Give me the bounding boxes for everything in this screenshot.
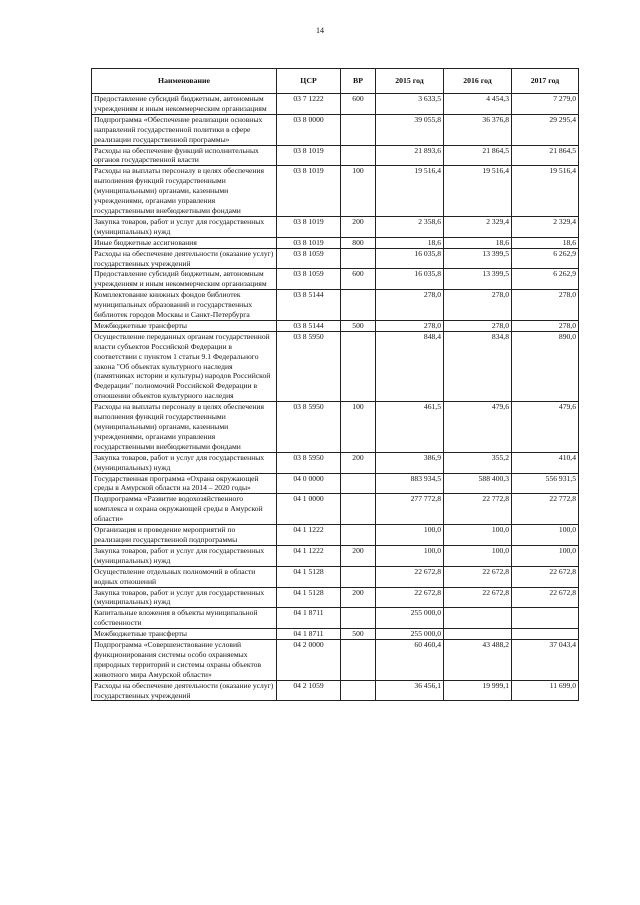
header-2017: 2017 год [512,69,579,94]
cell-vr [341,248,376,269]
header-2015: 2015 год [376,69,444,94]
cell-csr: 04 1 1222 [277,525,341,546]
table-row [92,331,579,401]
cell-csr: 04 1 5128 [277,566,341,587]
cell-vr [341,290,376,321]
cell-2017: 22 772,8 [512,494,579,525]
cell-vr: 500 [341,320,376,331]
cell-2016: 100,0 [444,525,512,546]
table-row [92,640,579,681]
cell-name: Осуществление переданных органам государственной власти субъектов Российской Федерации в соответствии с пунктом 1 статьи 9.1 Федерального закона "Об объектах культурного наследия (памятниках истории и культуры) народов Российской Федерации" полномочий Российской Федерации в отношении объектов культурного наследия [92,331,277,401]
cell-name: Закупка товаров, работ и услуг для государственных (муниципальных) нужд [92,216,277,237]
cell-2017: 11 699,0 [512,680,579,701]
cell-2016: 100,0 [444,545,512,566]
cell-csr: 03 8 1019 [277,145,341,166]
cell-name: Государственная программа «Охрана окружающей среды в Амурской области на 2014 – 2020 годы» [92,473,277,494]
cell-2016: 21 864,5 [444,145,512,166]
cell-2015: 18,6 [376,237,444,248]
cell-2015: 100,0 [376,545,444,566]
cell-2017: 22 672,8 [512,566,579,587]
table-row [92,587,579,608]
cell-2015: 22 672,8 [376,566,444,587]
cell-2016: 588 400,3 [444,473,512,494]
cell-name: Расходы на обеспечение деятельности (оказание услуг) государственных учреждений [92,248,277,269]
cell-vr [341,640,376,681]
cell-2017: 410,4 [512,452,579,473]
cell-csr: 03 8 1019 [277,166,341,217]
cell-vr: 200 [341,587,376,608]
cell-2015: 16 035,8 [376,248,444,269]
table-row [92,494,579,525]
cell-2016: 36 376,8 [444,114,512,145]
table-row [92,473,579,494]
cell-vr [341,473,376,494]
header-csr: ЦСР [277,69,341,94]
cell-csr: 04 2 1059 [277,680,341,701]
cell-2017: 2 329,4 [512,216,579,237]
cell-2016: 278,0 [444,320,512,331]
cell-2016: 19 999,1 [444,680,512,701]
cell-2015: 255 000,0 [376,629,444,640]
cell-2016: 19 516,4 [444,166,512,217]
table-row [92,629,579,640]
cell-csr: 03 8 5950 [277,452,341,473]
cell-name: Комплектование книжных фондов библиотек муниципальных образований и государственных библиотек городов Москвы и Санкт-Петербурга [92,290,277,321]
cell-name: Расходы на выплаты персоналу в целях обеспечения выполнения функций государственными (муниципальными) органами, казенными учреждениями, органами управления государственными внебюджетными фондами [92,166,277,217]
cell-2017: 556 931,5 [512,473,579,494]
header-vr: ВР [341,69,376,94]
table-row [92,216,579,237]
cell-2017: 18,6 [512,237,579,248]
cell-vr [341,525,376,546]
cell-2017: 100,0 [512,545,579,566]
cell-vr [341,494,376,525]
cell-name: Организация и проведение мероприятий по реализации государственной подпрограммы [92,525,277,546]
cell-2015: 22 672,8 [376,587,444,608]
cell-2016: 355,2 [444,452,512,473]
cell-name: Закупка товаров, работ и услуг для государственных (муниципальных) нужд [92,545,277,566]
cell-name: Иные бюджетные ассигнования [92,237,277,248]
cell-2016: 479,6 [444,402,512,453]
cell-2015: 461,5 [376,402,444,453]
budget-table [91,68,579,701]
cell-vr: 600 [341,94,376,115]
cell-2015: 100,0 [376,525,444,546]
cell-2016: 13 399,5 [444,269,512,290]
cell-csr: 04 1 8711 [277,629,341,640]
cell-name: Межбюджетные трансферты [92,320,277,331]
table-row [92,608,579,629]
cell-2017: 6 262,9 [512,248,579,269]
cell-2015: 2 358,6 [376,216,444,237]
cell-2016: 834,8 [444,331,512,401]
cell-csr: 03 8 5950 [277,331,341,401]
cell-name: Закупка товаров, работ и услуг для государственных (муниципальных) нужд [92,587,277,608]
cell-vr: 100 [341,402,376,453]
cell-2016: 22 772,8 [444,494,512,525]
table-row [92,145,579,166]
cell-2017: 37 043,4 [512,640,579,681]
cell-2017: 890,0 [512,331,579,401]
cell-csr: 03 8 1019 [277,237,341,248]
cell-2017: 19 516,4 [512,166,579,217]
cell-name: Предоставление субсидий бюджетным, автономным учреждениям и иным некоммерческим организациям [92,269,277,290]
table-row [92,320,579,331]
cell-name: Подпрограмма «Обеспечение реализации основных направлений государственной политики в сфере реализации государственной программы» [92,114,277,145]
cell-vr [341,566,376,587]
cell-2016: 278,0 [444,290,512,321]
cell-csr: 03 8 1019 [277,216,341,237]
cell-2016: 22 672,8 [444,566,512,587]
cell-2015: 883 934,5 [376,473,444,494]
cell-2016: 2 329,4 [444,216,512,237]
cell-csr: 03 8 5950 [277,402,341,453]
cell-2017: 479,6 [512,402,579,453]
cell-vr: 500 [341,629,376,640]
cell-2015: 16 035,8 [376,269,444,290]
cell-csr: 04 1 5128 [277,587,341,608]
cell-csr: 03 7 1222 [277,94,341,115]
cell-2017: 22 672,8 [512,587,579,608]
cell-csr: 04 1 8711 [277,608,341,629]
cell-name: Капитальные вложения в объекты муниципальной собственности [92,608,277,629]
table-row [92,525,579,546]
cell-name: Осуществление отдельных полномочий в области водных отношений [92,566,277,587]
cell-vr [341,114,376,145]
cell-2017 [512,608,579,629]
cell-2015: 3 633,5 [376,94,444,115]
table-row [92,680,579,701]
cell-name: Подпрограмма «Развитие водохозяйственного комплекса и охрана окружающей среды в Амурской области» [92,494,277,525]
cell-vr: 100 [341,166,376,217]
cell-2016: 43 488,2 [444,640,512,681]
cell-2015: 277 772,8 [376,494,444,525]
table-row [92,566,579,587]
table-row [92,402,579,453]
header-2016: 2016 год [444,69,512,94]
cell-vr [341,608,376,629]
cell-2015: 278,0 [376,320,444,331]
cell-2015: 278,0 [376,290,444,321]
cell-csr: 04 2 0000 [277,640,341,681]
cell-csr: 03 8 0000 [277,114,341,145]
cell-csr: 04 1 1222 [277,545,341,566]
table-row [92,237,579,248]
cell-vr [341,680,376,701]
cell-2016 [444,629,512,640]
cell-2015: 386,9 [376,452,444,473]
cell-name: Расходы на выплаты персоналу в целях обеспечения выполнения функций государственными (муниципальными) органами, казенными учреждениями, органами управления государственными внебюджетными фондами [92,402,277,453]
cell-2017: 6 262,9 [512,269,579,290]
cell-name: Подпрограмма «Совершенствование условий функционирования системы особо охраняемых природных территорий и системы охраны объектов животного мира Амурской области» [92,640,277,681]
cell-2015: 21 893,6 [376,145,444,166]
cell-vr: 200 [341,545,376,566]
table-body [92,94,579,701]
cell-csr: 03 8 5144 [277,290,341,321]
cell-vr: 200 [341,216,376,237]
cell-2016 [444,608,512,629]
cell-csr: 04 1 0000 [277,494,341,525]
cell-2015: 255 000,0 [376,608,444,629]
cell-name: Межбюджетные трансферты [92,629,277,640]
cell-2015: 36 456,1 [376,680,444,701]
cell-2015: 60 460,4 [376,640,444,681]
table-header-row [92,69,579,94]
cell-2017: 278,0 [512,290,579,321]
cell-2017: 7 279,0 [512,94,579,115]
table-row [92,269,579,290]
cell-vr: 600 [341,269,376,290]
cell-2016: 18,6 [444,237,512,248]
table-row [92,248,579,269]
cell-csr: 04 0 0000 [277,473,341,494]
table-row [92,290,579,321]
cell-name: Закупка товаров, работ и услуг для государственных (муниципальных) нужд [92,452,277,473]
cell-name: Расходы на обеспечение деятельности (оказание услуг) государственных учреждений [92,680,277,701]
table-row [92,452,579,473]
cell-csr: 03 8 1059 [277,248,341,269]
cell-name: Предоставление субсидий бюджетным, автономным учреждениям и иным некоммерческим организациям [92,94,277,115]
cell-name: Расходы на обеспечение функций исполнительных органов государственной власти [92,145,277,166]
table-row [92,94,579,115]
cell-2017: 21 864,5 [512,145,579,166]
table-row [92,545,579,566]
cell-vr [341,331,376,401]
cell-2017 [512,629,579,640]
table-row [92,166,579,217]
cell-2017: 29 295,4 [512,114,579,145]
table-row [92,114,579,145]
cell-2016: 13 399,5 [444,248,512,269]
header-name: Наименование [92,69,277,94]
cell-2016: 4 454,3 [444,94,512,115]
cell-2017: 278,0 [512,320,579,331]
cell-2015: 848,4 [376,331,444,401]
cell-2015: 39 055,8 [376,114,444,145]
cell-2017: 100,0 [512,525,579,546]
cell-csr: 03 8 1059 [277,269,341,290]
cell-vr [341,145,376,166]
cell-vr: 800 [341,237,376,248]
page-number: 14 [316,26,324,35]
cell-csr: 03 8 5144 [277,320,341,331]
cell-2015: 19 516,4 [376,166,444,217]
cell-2016: 22 672,8 [444,587,512,608]
cell-vr: 200 [341,452,376,473]
